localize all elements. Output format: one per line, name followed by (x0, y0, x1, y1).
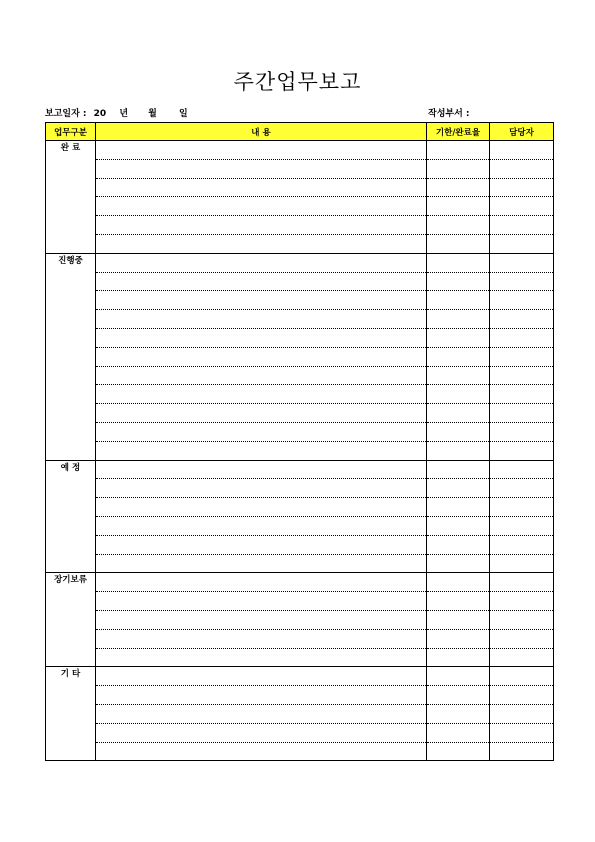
document-title: 주간업무보고 (233, 70, 362, 94)
deadline-cell[interactable] (427, 234, 490, 253)
table-row (46, 347, 554, 366)
content-cell[interactable] (96, 234, 427, 253)
assignee-cell[interactable] (490, 253, 554, 272)
deadline-cell[interactable] (427, 498, 490, 517)
deadline-cell[interactable] (427, 347, 490, 366)
assignee-cell[interactable] (490, 422, 554, 441)
content-cell[interactable] (96, 535, 427, 554)
deadline-cell[interactable] (427, 667, 490, 686)
assignee-cell[interactable] (490, 347, 554, 366)
content-cell[interactable] (96, 610, 427, 629)
content-cell[interactable] (96, 141, 427, 160)
content-cell[interactable] (96, 159, 427, 178)
section-label: 완 료 (46, 141, 96, 254)
assignee-cell[interactable] (490, 141, 554, 160)
table-row (46, 723, 554, 742)
assignee-cell[interactable] (490, 460, 554, 479)
assignee-cell[interactable] (490, 310, 554, 329)
deadline-cell[interactable] (427, 592, 490, 611)
table-row (46, 441, 554, 460)
assignee-cell[interactable] (490, 704, 554, 723)
table-row (46, 197, 554, 216)
assignee-cell[interactable] (490, 291, 554, 310)
weekly-report-table (45, 122, 554, 761)
content-cell[interactable] (96, 460, 427, 479)
content-cell[interactable] (96, 328, 427, 347)
assignee-cell[interactable] (490, 592, 554, 611)
content-cell[interactable] (96, 516, 427, 535)
table-row (46, 610, 554, 629)
report-date-label: 보고일자 : (45, 109, 87, 119)
assignee-cell[interactable] (490, 272, 554, 291)
content-cell[interactable] (96, 479, 427, 498)
deadline-cell[interactable] (427, 422, 490, 441)
deadline-cell[interactable] (427, 216, 490, 235)
assignee-cell[interactable] (490, 197, 554, 216)
deadline-cell[interactable] (427, 610, 490, 629)
content-cell[interactable] (96, 197, 427, 216)
table-row (46, 141, 554, 160)
content-cell[interactable] (96, 178, 427, 197)
header-assignee: 담당자 (490, 123, 554, 141)
assignee-cell[interactable] (490, 328, 554, 347)
table-row (46, 310, 554, 329)
table-row (46, 328, 554, 347)
content-cell[interactable] (96, 648, 427, 667)
table-row (46, 422, 554, 441)
deadline-cell[interactable] (427, 385, 490, 404)
section-label: 장기보류 (46, 573, 96, 667)
report-date-year-unit: 년 (119, 109, 129, 119)
section-label: 예 정 (46, 460, 96, 573)
table-row (46, 460, 554, 479)
deadline-cell[interactable] (427, 310, 490, 329)
assignee-cell[interactable] (490, 573, 554, 592)
table-row (46, 573, 554, 592)
table-row (46, 629, 554, 648)
header-row (46, 123, 554, 141)
assignee-cell[interactable] (490, 742, 554, 761)
section-label: 진행중 (46, 253, 96, 460)
report-date-month-unit: 월 (148, 109, 157, 119)
table-row (46, 554, 554, 573)
assignee-cell[interactable] (490, 366, 554, 385)
assignee-cell[interactable] (490, 667, 554, 686)
table-row (46, 272, 554, 291)
assignee-cell[interactable] (490, 216, 554, 235)
content-cell[interactable] (96, 554, 427, 573)
header-content: 내 용 (96, 123, 427, 141)
content-cell[interactable] (96, 366, 427, 385)
table-row (46, 704, 554, 723)
deadline-cell[interactable] (427, 366, 490, 385)
table-row (46, 291, 554, 310)
report-date-day-unit: 일 (179, 109, 188, 119)
content-cell[interactable] (96, 385, 427, 404)
deadline-cell[interactable] (427, 272, 490, 291)
content-cell[interactable] (96, 498, 427, 517)
report-date (45, 106, 188, 119)
deadline-cell[interactable] (427, 742, 490, 761)
report-date-year-prefix: 20 (93, 109, 107, 119)
deadline-cell[interactable] (427, 159, 490, 178)
table-row (46, 178, 554, 197)
assignee-cell[interactable] (490, 723, 554, 742)
table-row (46, 742, 554, 761)
table-row (46, 216, 554, 235)
deadline-cell[interactable] (427, 648, 490, 667)
table-row (46, 479, 554, 498)
content-cell[interactable] (96, 704, 427, 723)
assignee-cell[interactable] (490, 178, 554, 197)
deadline-cell[interactable] (427, 629, 490, 648)
assignee-cell[interactable] (490, 234, 554, 253)
table-row (46, 592, 554, 611)
assignee-cell[interactable] (490, 404, 554, 423)
assignee-cell[interactable] (490, 479, 554, 498)
table-row (46, 404, 554, 423)
content-cell[interactable] (96, 667, 427, 686)
table-row (46, 234, 554, 253)
deadline-cell[interactable] (427, 535, 490, 554)
table-row (46, 498, 554, 517)
table-row (46, 253, 554, 272)
deadline-cell[interactable] (427, 573, 490, 592)
assignee-cell[interactable] (490, 629, 554, 648)
deadline-cell[interactable] (427, 704, 490, 723)
deadline-cell[interactable] (427, 328, 490, 347)
deadline-cell[interactable] (427, 479, 490, 498)
table-row (46, 686, 554, 705)
deadline-cell[interactable] (427, 178, 490, 197)
header-deadline: 기한/완료율 (427, 123, 490, 141)
deadline-cell[interactable] (427, 291, 490, 310)
assignee-cell[interactable] (490, 441, 554, 460)
department-label: 작성부서 : (428, 109, 470, 119)
content-cell[interactable] (96, 742, 427, 761)
deadline-cell[interactable] (427, 686, 490, 705)
table-row (46, 385, 554, 404)
table-row (46, 535, 554, 554)
deadline-cell[interactable] (427, 554, 490, 573)
content-cell[interactable] (96, 291, 427, 310)
content-cell[interactable] (96, 404, 427, 423)
deadline-cell[interactable] (427, 516, 490, 535)
report-body (46, 141, 554, 761)
content-cell[interactable] (96, 347, 427, 366)
department (428, 106, 470, 119)
content-cell[interactable] (96, 272, 427, 291)
table-row (46, 159, 554, 178)
content-cell[interactable] (96, 310, 427, 329)
table-row (46, 366, 554, 385)
assignee-cell[interactable] (490, 554, 554, 573)
assignee-cell[interactable] (490, 610, 554, 629)
content-cell[interactable] (96, 441, 427, 460)
assignee-cell[interactable] (490, 498, 554, 517)
deadline-cell[interactable] (427, 723, 490, 742)
assignee-cell[interactable] (490, 159, 554, 178)
content-cell[interactable] (96, 629, 427, 648)
content-cell[interactable] (96, 592, 427, 611)
assignee-cell[interactable] (490, 535, 554, 554)
deadline-cell[interactable] (427, 197, 490, 216)
deadline-cell[interactable] (427, 141, 490, 160)
table-row (46, 516, 554, 535)
header-category: 업무구분 (46, 123, 96, 141)
content-cell[interactable] (96, 686, 427, 705)
deadline-cell[interactable] (427, 253, 490, 272)
table-row (46, 648, 554, 667)
section-label: 기 타 (46, 667, 96, 761)
deadline-cell[interactable] (427, 460, 490, 479)
content-cell[interactable] (96, 253, 427, 272)
content-cell[interactable] (96, 422, 427, 441)
content-cell[interactable] (96, 573, 427, 592)
table-row (46, 667, 554, 686)
assignee-cell[interactable] (490, 686, 554, 705)
assignee-cell[interactable] (490, 516, 554, 535)
content-cell[interactable] (96, 723, 427, 742)
assignee-cell[interactable] (490, 648, 554, 667)
deadline-cell[interactable] (427, 441, 490, 460)
deadline-cell[interactable] (427, 404, 490, 423)
content-cell[interactable] (96, 216, 427, 235)
assignee-cell[interactable] (490, 385, 554, 404)
